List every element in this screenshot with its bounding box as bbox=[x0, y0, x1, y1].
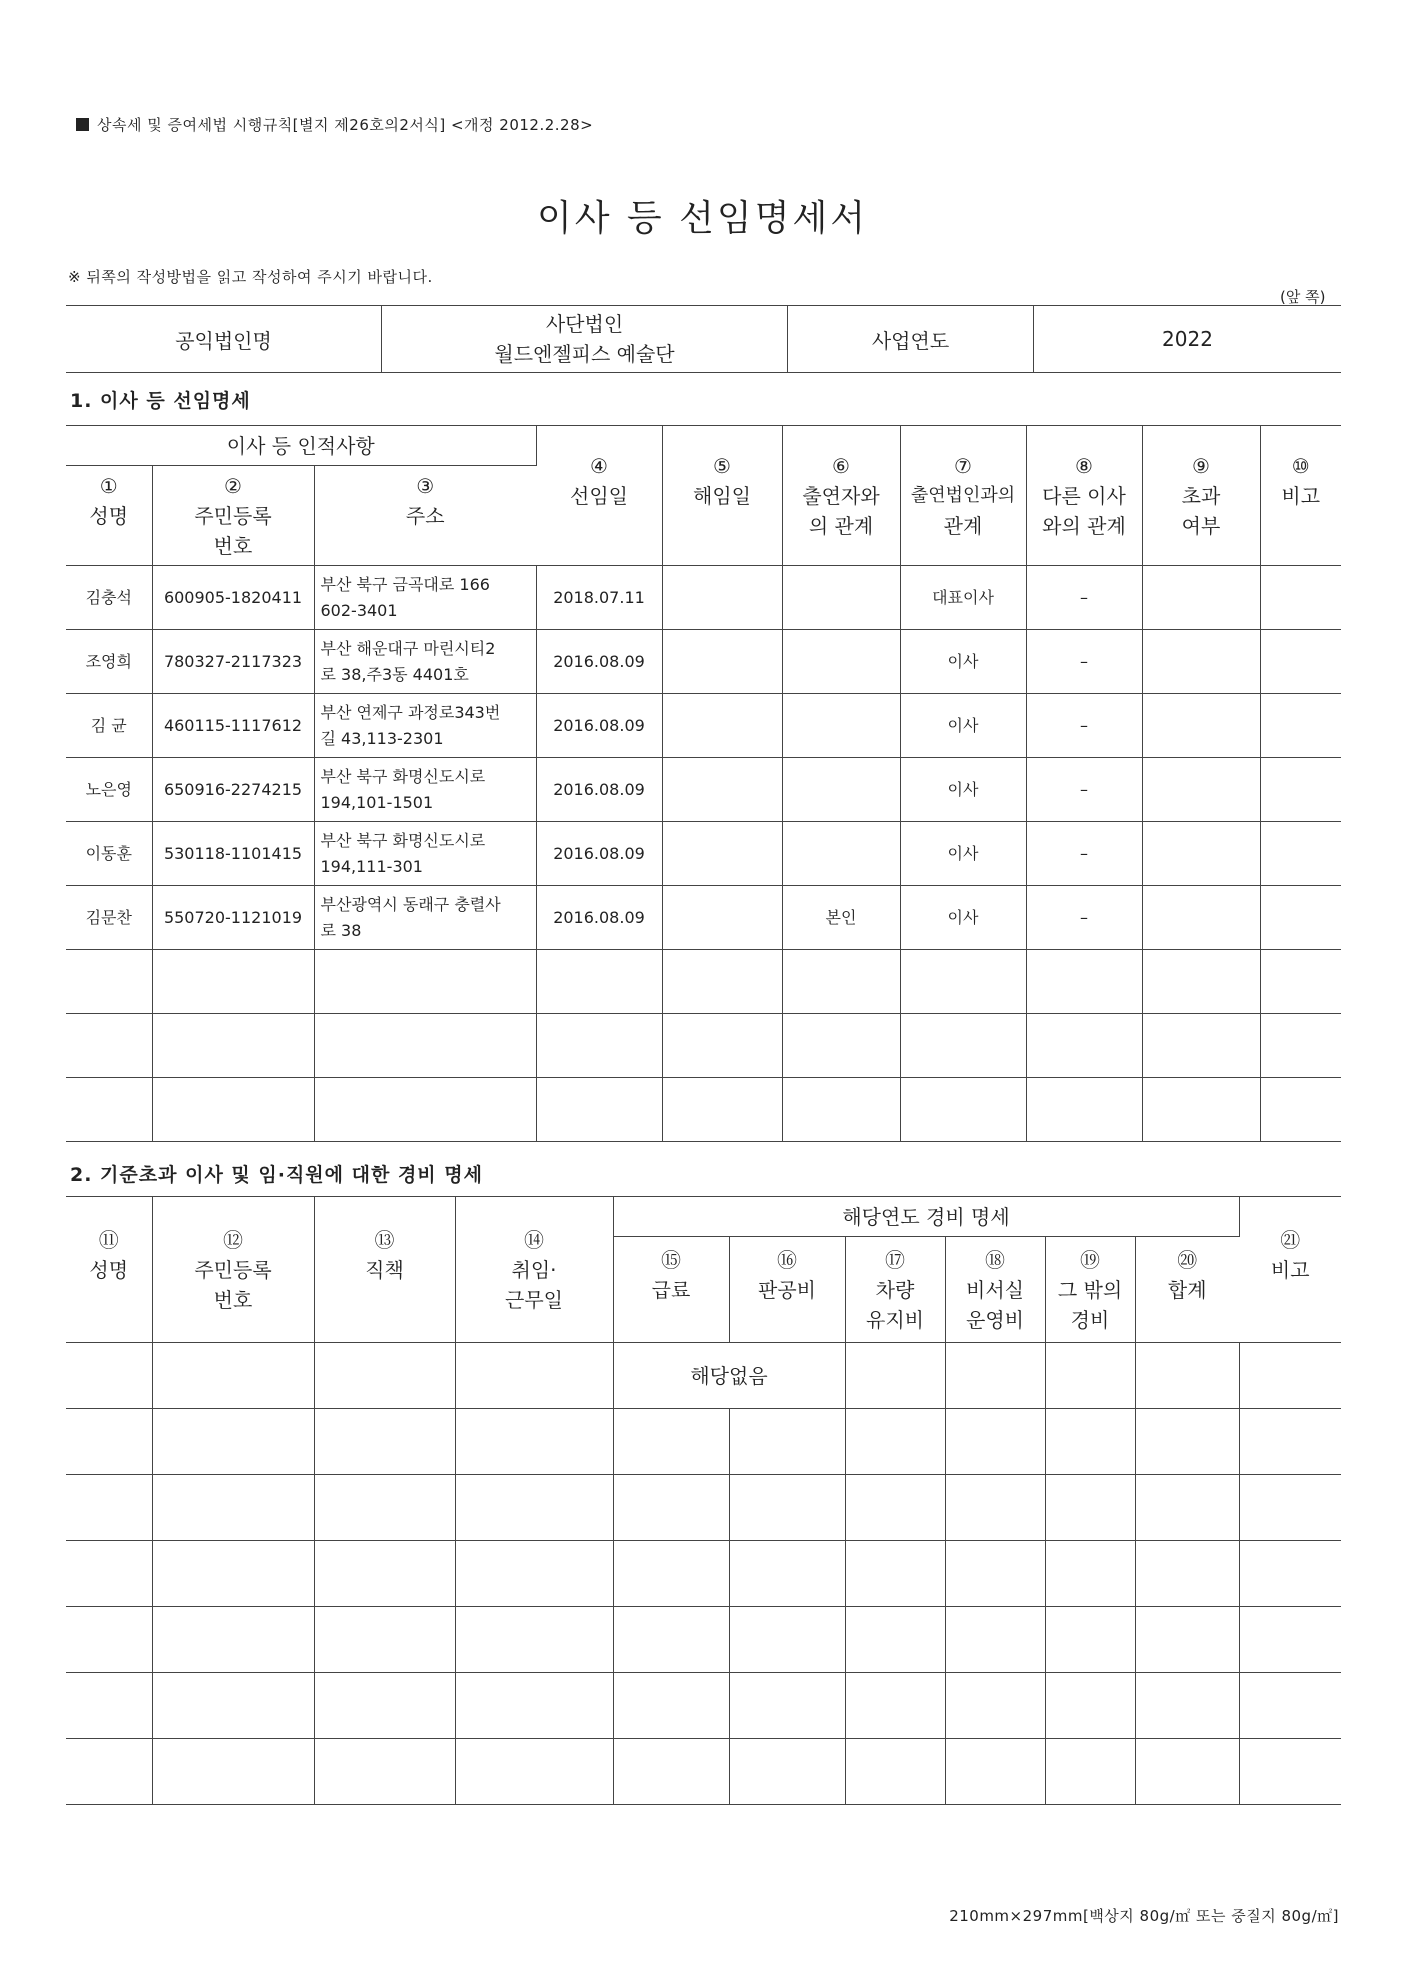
header-salary: ⑮ 급료 bbox=[613, 1237, 729, 1343]
group-header-expense: 해당연도 경비 명세 bbox=[613, 1197, 1239, 1237]
form-reference: 상속세 및 증여세법 시행규칙[별지 제26호의2서식] <개정 2012.2.28> bbox=[76, 114, 593, 135]
section1-title: 1. 이사 등 선임명세 bbox=[70, 390, 251, 412]
header-note: ⑩ 비고 bbox=[1260, 426, 1341, 566]
header-secretary: ⑱ 비서실 운영비 bbox=[945, 1237, 1045, 1343]
header-note2: ㉑ 비고 bbox=[1239, 1197, 1341, 1343]
header-dismiss: ⑤ 해임일 bbox=[662, 426, 782, 566]
header-name: ① 성명 bbox=[66, 466, 152, 566]
header-rel-corp: ⑦ 출연법인과의 관계 bbox=[900, 426, 1026, 566]
table-row: 조영희 780327-2117323 부산 해운대구 마린시티2 로 38,주3동 4401호 2016.08.09 이사 – bbox=[66, 630, 1341, 694]
square-bullet-icon bbox=[76, 118, 89, 131]
table-row-empty bbox=[66, 1014, 1341, 1078]
header-address: ③ 주소 bbox=[314, 466, 536, 566]
table-row: 김충석 600905-1820411 부산 북구 금곡대로 166 602-3401 2018.07.11 대표이사 – bbox=[66, 566, 1341, 630]
table-row: 이동훈 530118-1101415 부산 북구 화명신도시로 194,111-301 2016.08.09 이사 – bbox=[66, 822, 1341, 886]
header-id: ② 주민등록 번호 bbox=[152, 466, 314, 566]
header-appoint: ④ 선임일 bbox=[536, 426, 662, 566]
header-position: ⑬ 직책 bbox=[314, 1197, 455, 1343]
table-row-empty bbox=[66, 1475, 1341, 1541]
header-total: ⑳ 합계 bbox=[1135, 1237, 1239, 1343]
header-rel-donor: ⑥ 출연자와 의 관계 bbox=[782, 426, 900, 566]
table-row-empty bbox=[66, 950, 1341, 1014]
header-expense-account: ⑯ 판공비 bbox=[729, 1237, 845, 1343]
corp-info-table bbox=[66, 305, 1341, 373]
header-name2: ⑪ 성명 bbox=[66, 1197, 152, 1343]
table-row-empty bbox=[66, 1673, 1341, 1739]
none-text: 해당없음 bbox=[613, 1343, 845, 1409]
table-row-empty bbox=[66, 1541, 1341, 1607]
group-header-personal: 이사 등 인적사항 bbox=[66, 426, 536, 466]
year-label: 사업연도 bbox=[788, 306, 1034, 373]
corp-name-label: 공익법인명 bbox=[66, 306, 382, 373]
table-row bbox=[66, 1343, 1341, 1409]
section2-title: 2. 기준초과 이사 및 임·직원에 대한 경비 명세 bbox=[70, 1164, 483, 1186]
page-title: 이사 등 선임명세서 bbox=[536, 198, 869, 239]
year-value: 2022 bbox=[1034, 306, 1342, 373]
notice-text: ※ 뒤쪽의 작성방법을 읽고 작성하여 주시기 바랍니다. bbox=[68, 268, 433, 286]
director-table bbox=[66, 425, 1341, 1142]
header-id2: ⑫ 주민등록 번호 bbox=[152, 1197, 314, 1343]
table-row: 노은영 650916-2274215 부산 북구 화명신도시로 194,101-1501 2016.08.09 이사 – bbox=[66, 758, 1341, 822]
header-other-expense: ⑲ 그 밖의 경비 bbox=[1045, 1237, 1135, 1343]
corp-name-value: 사단법인 월드엔젤피스 예술단 bbox=[382, 306, 788, 373]
table-row-empty bbox=[66, 1739, 1341, 1805]
header-workdays: ⑭ 취임· 근무일 bbox=[455, 1197, 613, 1343]
paper-spec-footer: 210mm×297mm[백상지 80g/㎡ 또는 중질지 80g/㎡] bbox=[949, 1907, 1339, 1925]
header-vehicle: ⑰ 차량 유지비 bbox=[845, 1237, 945, 1343]
expense-table bbox=[66, 1196, 1341, 1805]
table-row: 김 균 460115-1117612 부산 연제구 과정로343번 길 43,113-2301 2016.08.09 이사 – bbox=[66, 694, 1341, 758]
page-side-label: (앞 쪽) bbox=[1280, 288, 1326, 306]
table-row: 김문찬 550720-1121019 부산광역시 동래구 충렬사 로 38 2016.08.09 본인 이사 – bbox=[66, 886, 1341, 950]
table-row-empty bbox=[66, 1078, 1341, 1142]
header-exceed: ⑨ 초과 여부 bbox=[1142, 426, 1260, 566]
table-row-empty bbox=[66, 1409, 1341, 1475]
table-row-empty bbox=[66, 1607, 1341, 1673]
header-rel-other: ⑧ 다른 이사 와의 관계 bbox=[1026, 426, 1142, 566]
